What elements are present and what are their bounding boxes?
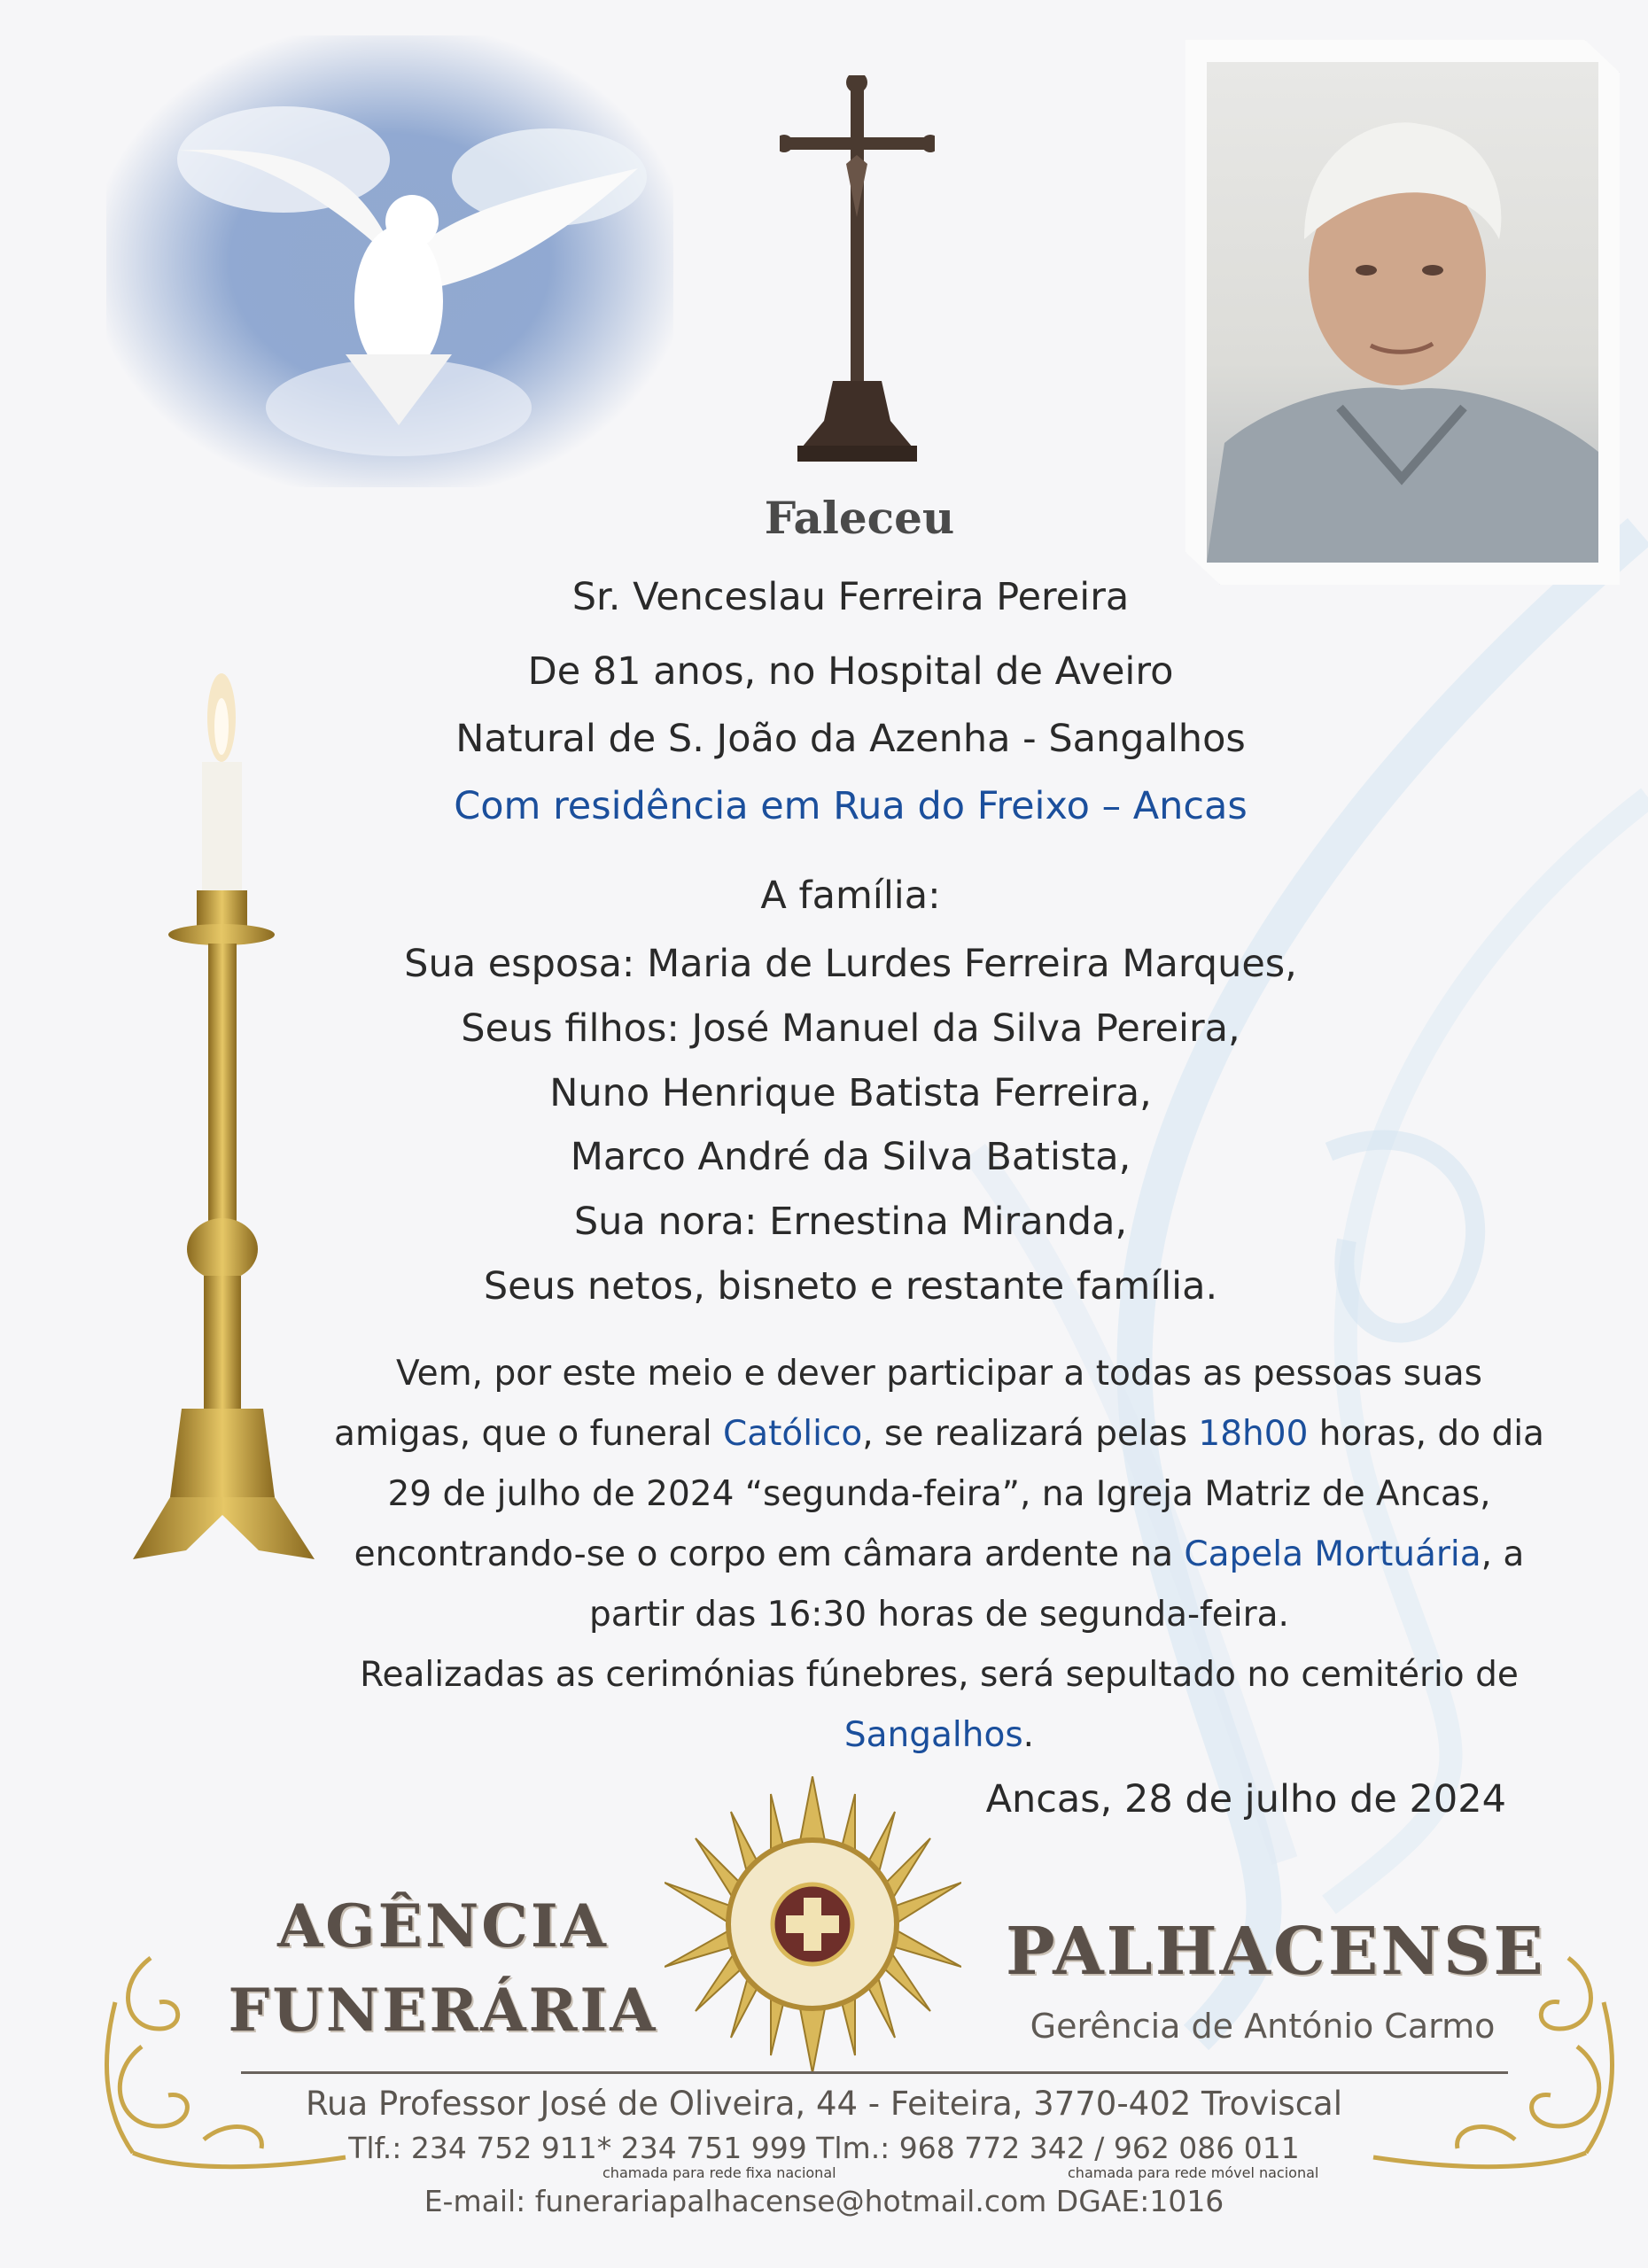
fixed-line-note: chamada para rede fixa nacional: [602, 2164, 836, 2181]
crucifix-icon: [780, 75, 935, 465]
agency-label-line2: FUNERÁRIA: [228, 1976, 658, 2045]
funeral-announcement-paragraph: Vem, por este meio e dever participar a todas as pessoas suas amigas, que o funeral Católico, se realizará pelas 18h00 horas, do dia 29 de julho de 2024 “segunda-feira”, na Igreja Matriz de Ancas, encontrando-se o corpo em câmara ardente na Capela Mortuária, a partir das 16:30 horas de segunda-feira.: [334, 1354, 1544, 1635]
chapel-name: Capela Mortuária: [1184, 1534, 1481, 1574]
agency-name: PALHACENSE: [1006, 1914, 1546, 1990]
family-line-children: Seus filhos: José Manuel da Silva Pereira,: [461, 1006, 1240, 1051]
agency-phones: Tlf.: 234 752 911* 234 751 999 Tlm.: 968 772 342 / 962 086 011: [348, 2131, 1300, 2165]
death-heading: Faleceu: [764, 492, 955, 544]
agency-management: Gerência de António Carmo: [1030, 2007, 1496, 2046]
family-line-daughter-in-law: Sua nora: Ernestina Miranda,: [573, 1200, 1128, 1244]
family-heading: A família:: [760, 874, 941, 918]
cemetery-place: Sangalhos: [843, 1715, 1023, 1755]
funeral-time: 18h00: [1198, 1414, 1309, 1454]
place-and-date: Ancas, 28 de julho de 2024: [985, 1777, 1506, 1821]
family-line-child-2: Nuno Henrique Batista Ferreira,: [549, 1071, 1152, 1115]
agency-emblem-logo: [665, 1776, 961, 2073]
family-line-grandchildren: Seus netos, bisneto e restante família.: [483, 1264, 1218, 1309]
dove-image: [106, 35, 673, 487]
agency-address: Rua Professor José de Oliveira, 44 - Feiteira, 3770-402 Troviscal: [305, 2085, 1343, 2123]
residence: Com residência em Rua do Freixo – Ancas: [454, 784, 1248, 828]
agency-label-line1: AGÊNCIA: [277, 1891, 609, 1961]
place-of-origin: Natural de S. João da Azenha - Sangalhos: [455, 717, 1246, 761]
footer-divider: [241, 2071, 1508, 2074]
family-line-child-3: Marco André da Silva Batista,: [570, 1135, 1131, 1179]
deceased-name: Sr. Venceslau Ferreira Pereira: [571, 575, 1130, 619]
mobile-line-note: chamada para rede móvel nacional: [1068, 2164, 1319, 2181]
family-line-spouse: Sua esposa: Maria de Lurdes Ferreira Marques,: [404, 942, 1297, 986]
deceased-portrait: [1207, 62, 1598, 563]
age-and-place-of-death: De 81 anos, no Hospital de Aveiro: [527, 649, 1174, 694]
burial-paragraph: Realizadas as cerimónias fúnebres, será sepultado no cemitério de Sangalhos.: [360, 1655, 1519, 1755]
agency-email: E-mail: funerariapalhacense@hotmail.com DGAE:1016: [424, 2184, 1224, 2218]
funeral-type: Católico: [723, 1414, 863, 1454]
